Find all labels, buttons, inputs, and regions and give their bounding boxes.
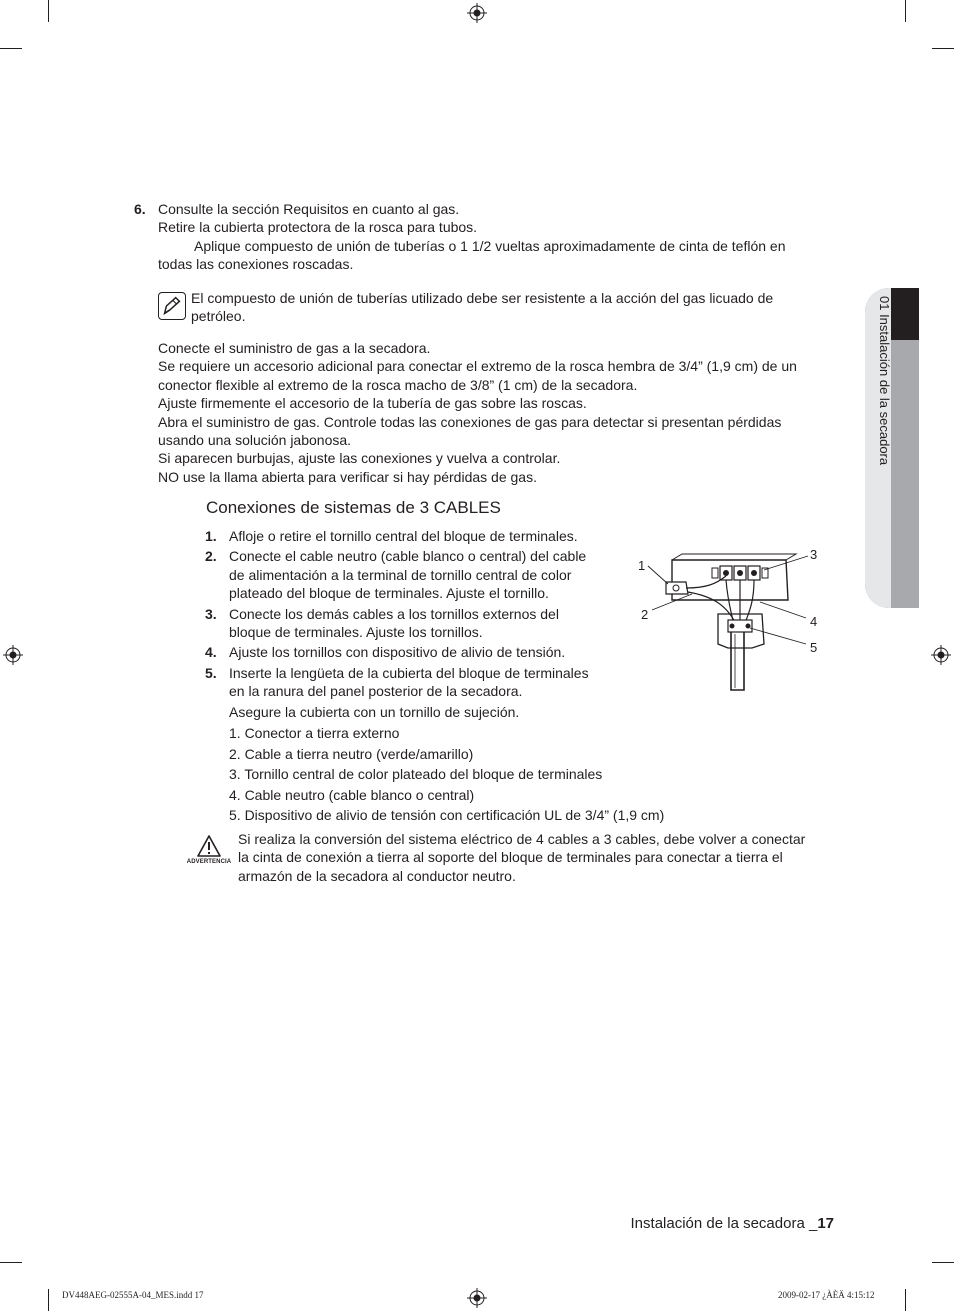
step-line: Afloje o retire el tornillo central del bloque de terminales. [229,528,578,544]
fix-line: Asegure la cubierta con un tornillo de sujeción. [229,704,520,720]
legend-item: 4. Cable neutro (cable blanco o central) [229,786,475,803]
diagram-label-2: 2 [641,607,649,622]
crop-mark [905,0,906,22]
step-line: en la ranura del panel posterior de la secadora. [229,683,523,700]
list-item [205,605,625,642]
terminal-block-diagram [636,544,826,694]
step-6-body [158,200,838,274]
note-icon [158,292,186,320]
diagram-label-4: 4 [810,614,818,629]
list-item [205,547,625,602]
legend-item: 1. Conector a tierra externo [229,725,400,741]
note-text [191,289,831,326]
warning-text [238,830,838,885]
page-number: 17 [817,1215,834,1232]
gas-line: conector flexible al extremo de la rosca macho de 3/8” (1 cm) de la secadora. [158,376,638,393]
warning-icon [196,834,222,858]
ground-connector [666,582,688,594]
step-6-line: Aplique compuesto de unión de tuberías o 1 1/2 vueltas aproximadamente de cinta de teflón en [194,237,786,254]
crop-mark [905,1289,906,1311]
gas-line: Si aparecen burbujas, ajuste las conexiones y vuelva a controlar. [158,450,561,467]
step-line: Ajuste los tornillos con dispositivo de alivio de tensión. [229,644,566,661]
gas-line: Ajuste firmemente el accesorio de la tubería de gas sobre las roscas. [158,395,587,412]
list-item [205,664,625,701]
crop-mark [48,1289,49,1311]
step-line: Inserte la lengüeta de la cubierta del bloque de terminales [229,664,589,681]
step-line: bloque de terminales. Ajuste los tornillos. [229,624,483,641]
step-line: Conecte el cable neutro (cable blanco o central) del cable [229,548,587,565]
step-number: 5. [205,664,217,681]
gas-line: Conecte el suministro de gas a la secadora. [158,340,431,356]
gas-line: usando una solución jabonosa. [158,432,352,449]
note-line: petróleo. [191,308,246,325]
crop-mark [0,1262,22,1263]
list-item [205,527,625,545]
step-6-line: Retire la cubierta protectora de la rosca para tubos. [158,219,478,236]
step-6-line: todas las conexiones roscadas. [158,256,354,273]
diagram-legend [229,723,664,826]
legend-item: 2. Cable a tierra neutro (verde/amarillo) [229,745,474,762]
legend-item: 3. Tornillo central de color plateado del bloque de terminales [229,766,603,782]
warning-line: armazón de la secadora al conductor neutro. [238,867,516,884]
power-cord [731,632,744,690]
step-number: 3. [205,605,217,622]
print-slug-left: DV448AEG-02555A-04_MES.indd 17 [62,1290,204,1300]
footer-title: Instalación de la secadora _ [630,1215,818,1232]
page-footer [631,1215,834,1232]
gas-line: NO use la llama abierta para verificar si hay pérdidas de gas. [158,468,537,485]
section-title: Conexiones de sistemas de 3 CABLES [206,498,501,517]
chapter-tab-marker [891,288,919,340]
chapter-tab-label: 01 Instalación de la secadora [877,296,892,466]
crop-mark [932,1262,954,1263]
registration-mark-icon [931,645,951,665]
registration-mark-icon [467,3,487,23]
chapter-tab [865,288,919,608]
diagram-label-5: 5 [810,640,818,655]
crop-mark [932,48,954,49]
diagram-label-3: 3 [810,547,818,562]
diagram-label-1: 1 [638,558,646,573]
crop-mark [48,0,49,22]
registration-mark-icon [3,645,23,665]
warning-label: ADVERTENCIA [186,859,232,865]
note-line: El compuesto de unión de tuberías utilizado debe ser resistente a la acción del gas licuado de [191,290,774,306]
gas-instructions [158,339,838,486]
legend-item: 5. Dispositivo de alivio de tensión con certificación UL de 3/4” (1,9 cm) [229,807,665,823]
step-6-line: Consulte la sección Requisitos en cuanto al gas. [158,201,460,217]
warning-line: la cinta de conexión a tierra al soporte del bloque de terminales para conectar a tierra el [238,849,783,866]
step-line: de alimentación a la terminal de tornillo central de color [229,566,572,583]
gas-line: Abra el suministro de gas. Controle todas las conexiones de gas para detectar si presentan pérdidas [158,413,782,430]
step-line: Conecte los demás cables a los tornillos externos del [229,605,559,622]
step-line: plateado del bloque de terminales. Ajuste el tornillo. [229,585,549,602]
step-number: 6. [134,201,146,217]
print-slug-right: 2009-02-17 ¿ÀÈÄ 4:15:12 [778,1290,875,1300]
registration-mark-icon [467,1288,487,1308]
gas-line: Se requiere un accesorio adicional para conectar el extremo de la rosca hembra de 3/4” (1,9 cm) de un [158,358,797,375]
steps-list [205,527,625,703]
list-item [205,643,625,661]
crop-mark [0,48,22,49]
step-number: 1. [205,528,217,544]
step-number: 2. [205,548,217,565]
step-number: 4. [205,644,217,661]
warning-line: Si realiza la conversión del sistema eléctrico de 4 cables a 3 cables, debe volver a conectar [238,831,806,847]
